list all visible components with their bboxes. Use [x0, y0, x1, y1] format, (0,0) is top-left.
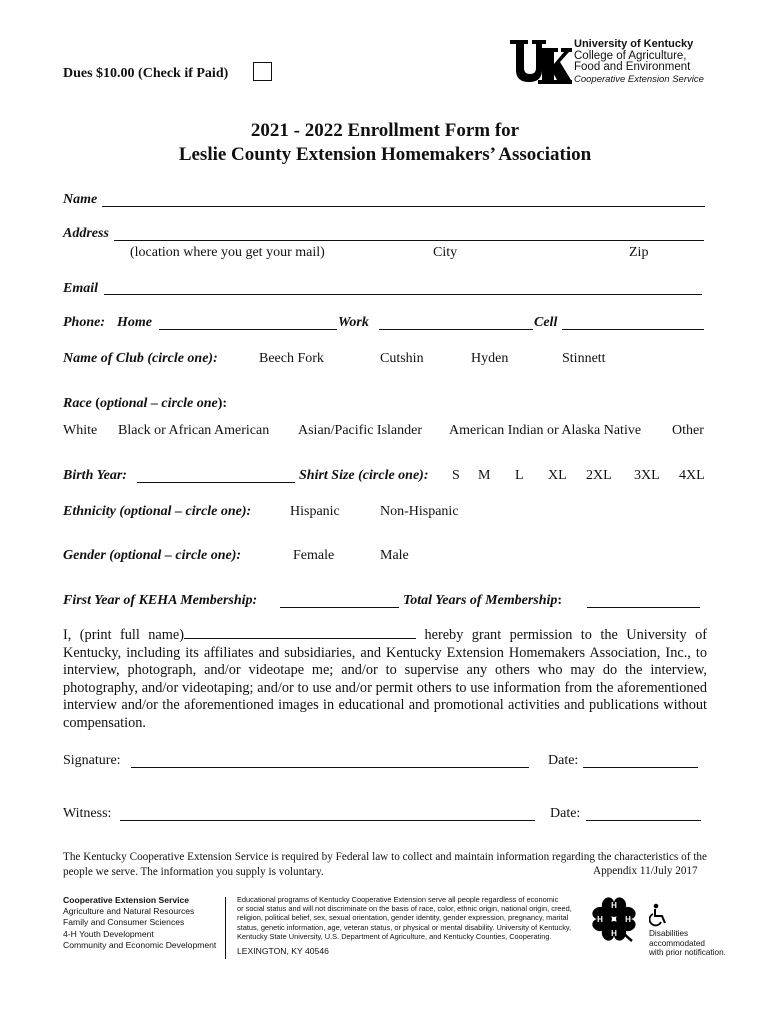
disabilities-line-0: Disabilities — [649, 929, 689, 938]
svg-text:H: H — [625, 915, 631, 924]
work-phone-field[interactable] — [379, 329, 533, 330]
shirt-size-label-main: Shirt Size — [299, 468, 355, 483]
race-label-paren: ( — [95, 396, 100, 411]
shirt-size-3xl[interactable]: 3XL — [634, 468, 660, 483]
gender-option-female[interactable]: Female — [293, 548, 335, 563]
logo-line-2: College of Agriculture, — [574, 50, 687, 62]
permission-start: I, (print full name) — [63, 627, 185, 643]
uk-monogram-icon — [508, 38, 572, 86]
shirt-size-hint: (circle one): — [358, 468, 429, 483]
wheelchair-icon — [649, 903, 669, 927]
shirt-size-s[interactable]: S — [452, 468, 460, 483]
shirt-size-2xl[interactable]: 2XL — [586, 468, 612, 483]
witness-label: Witness: — [63, 806, 112, 821]
home-phone-field[interactable] — [159, 329, 337, 330]
first-year-field[interactable] — [280, 607, 399, 608]
federal-notice: The Kentucky Cooperative Extension Service is required by Federal law to collect and maintain information regarding the characteristics of the people we serve. The information you supply is voluntary. — [63, 851, 707, 878]
total-years-field[interactable] — [587, 607, 700, 608]
first-year-label: First Year of KEHA Membership: — [63, 593, 258, 608]
logo-line-4: Cooperative Extension Service — [574, 74, 704, 85]
shirt-size-xl[interactable]: XL — [548, 468, 567, 483]
race-label-main: Race — [63, 396, 92, 411]
form-title-line-1: 2021 - 2022 Enrollment Form for — [250, 120, 520, 141]
race-option-asian[interactable]: Asian/Pacific Islander — [298, 423, 423, 438]
email-field[interactable] — [104, 294, 702, 295]
cell-phone-field[interactable] — [562, 329, 704, 330]
race-option-white[interactable]: White — [63, 423, 98, 438]
signature-date-label: Date: — [548, 753, 579, 768]
signature-field[interactable] — [131, 767, 529, 768]
permission-rest: hereby grant permission to the University of Kentucky, including its affiliates and subsidiaries, and Kentucky Extension Homemakers Association, Inc., to interview, photograph, and/or videotape me; and/or to supervise any others who may do the interview, photography, and/or videotaping; and/or to use and/or permit others to use information from the aforementioned interview and/or the aforementioned images in educational and promotional activities and publications without compensation. — [63, 627, 707, 731]
footer-dept-3: 4-H Youth Development — [63, 928, 154, 939]
birth-year-field[interactable] — [137, 482, 295, 483]
ethnicity-option-non-hispanic[interactable]: Non-Hispanic — [380, 504, 459, 519]
race-label-optional: optional – circle one — [99, 396, 218, 411]
address-hint: (location where you get your mail) — [130, 245, 325, 260]
home-label: Home — [117, 315, 152, 330]
witness-date-label: Date: — [550, 806, 581, 821]
witness-field[interactable] — [120, 820, 535, 821]
club-option-hyden[interactable]: Hyden — [471, 351, 509, 366]
appendix-label: Appendix 11/July 2017 — [589, 864, 698, 879]
shirt-size-4xl[interactable]: 4XL — [679, 468, 705, 483]
footer-departments — [63, 895, 216, 951]
work-label: Work — [338, 315, 369, 330]
footer-dept-0: Cooperative Extension Service — [63, 895, 190, 905]
total-years-colon: : — [557, 593, 563, 608]
logo-line-3: Food and Environment — [574, 61, 691, 73]
print-full-name-field[interactable] — [184, 627, 416, 639]
ethnicity-label: Ethnicity (optional – circle one): — [63, 504, 252, 519]
club-option-cutshin[interactable]: Cutshin — [380, 351, 424, 366]
svg-text:H: H — [597, 915, 603, 924]
disabilities-line-1: accommodated — [649, 938, 705, 948]
address-label: Address — [63, 226, 109, 241]
race-label-end: ): — [217, 396, 228, 411]
footer-eeo-line-2: religion, political belief, sex, sexual orientation, gender identity, gender expression, pregnancy, marital — [237, 913, 569, 923]
race-option-black[interactable]: Black or African American — [118, 423, 270, 438]
footer-dept-2: Family and Consumer Sciences — [63, 917, 185, 928]
name-field[interactable] — [102, 206, 705, 207]
disabilities-line-2: with prior notification. — [649, 948, 726, 958]
total-years-label — [403, 593, 562, 609]
svg-text:H: H — [611, 929, 617, 938]
witness-date-field[interactable] — [586, 820, 701, 821]
footer-dept-1: Agriculture and Natural Resources — [63, 906, 195, 917]
zip-label: Zip — [629, 245, 649, 260]
race-label — [63, 396, 227, 412]
shirt-size-l[interactable]: L — [515, 468, 524, 483]
footer-eeo-line-3: status, genetic information, age, veteran status, or physical or mental disability. University of Kentucky, — [237, 922, 572, 932]
disabilities-note — [649, 929, 726, 958]
footer-city: LEXINGTON, KY 40546 — [237, 946, 329, 956]
form-title-line-2: Leslie County Extension Homemakers’ Association — [178, 144, 592, 165]
dues-paid-checkbox[interactable] — [253, 62, 272, 81]
footer-dept-4: Community and Economic Development — [63, 939, 217, 950]
city-label: City — [433, 245, 458, 260]
gender-option-male[interactable]: Male — [380, 548, 409, 563]
ethnicity-option-hispanic[interactable]: Hispanic — [290, 504, 340, 519]
signature-label: Signature: — [63, 753, 121, 768]
race-option-american-indian[interactable]: American Indian or Alaska Native — [449, 423, 642, 438]
club-label: Name of Club (circle one): — [63, 351, 218, 366]
address-field[interactable] — [114, 240, 704, 241]
signature-date-field[interactable] — [583, 767, 698, 768]
footer-eeo-line-4: Kentucky State University, U.S. Department of Agriculture, and Kentucky Counties, Cooperating. — [237, 931, 552, 941]
cell-label: Cell — [534, 315, 558, 330]
name-label: Name — [63, 192, 98, 207]
dues-label: Dues $10.00 (Check if Paid) — [63, 66, 229, 81]
birth-year-label: Birth Year: — [63, 468, 127, 483]
gender-label: Gender (optional – circle one): — [63, 548, 242, 563]
svg-text:H: H — [611, 901, 617, 910]
email-label: Email — [63, 281, 99, 296]
footer-divider — [225, 897, 226, 959]
total-years-label-main: Total Years of Membership — [403, 593, 558, 608]
race-option-other[interactable]: Other — [672, 423, 704, 438]
shirt-size-label — [299, 468, 429, 484]
phone-label: Phone: — [63, 315, 105, 330]
footer-eeo-statement — [237, 895, 572, 941]
uk-logo — [508, 38, 708, 88]
footer-eeo-line-0: Educational programs of Kentucky Cooperative Extension serve all people regardless of economic — [237, 895, 559, 904]
four-h-clover-icon — [588, 893, 640, 945]
footer-eeo-line-1: or social status and will not discriminate on the basis of race, color, ethnic origin, national origin, creed, — [237, 904, 572, 914]
permission-paragraph — [63, 627, 707, 733]
club-option-stinnett[interactable]: Stinnett — [562, 351, 606, 366]
logo-line-1: University of Kentucky — [574, 38, 694, 50]
shirt-size-m[interactable]: M — [478, 468, 491, 483]
club-option-beech-fork[interactable]: Beech Fork — [259, 351, 324, 366]
